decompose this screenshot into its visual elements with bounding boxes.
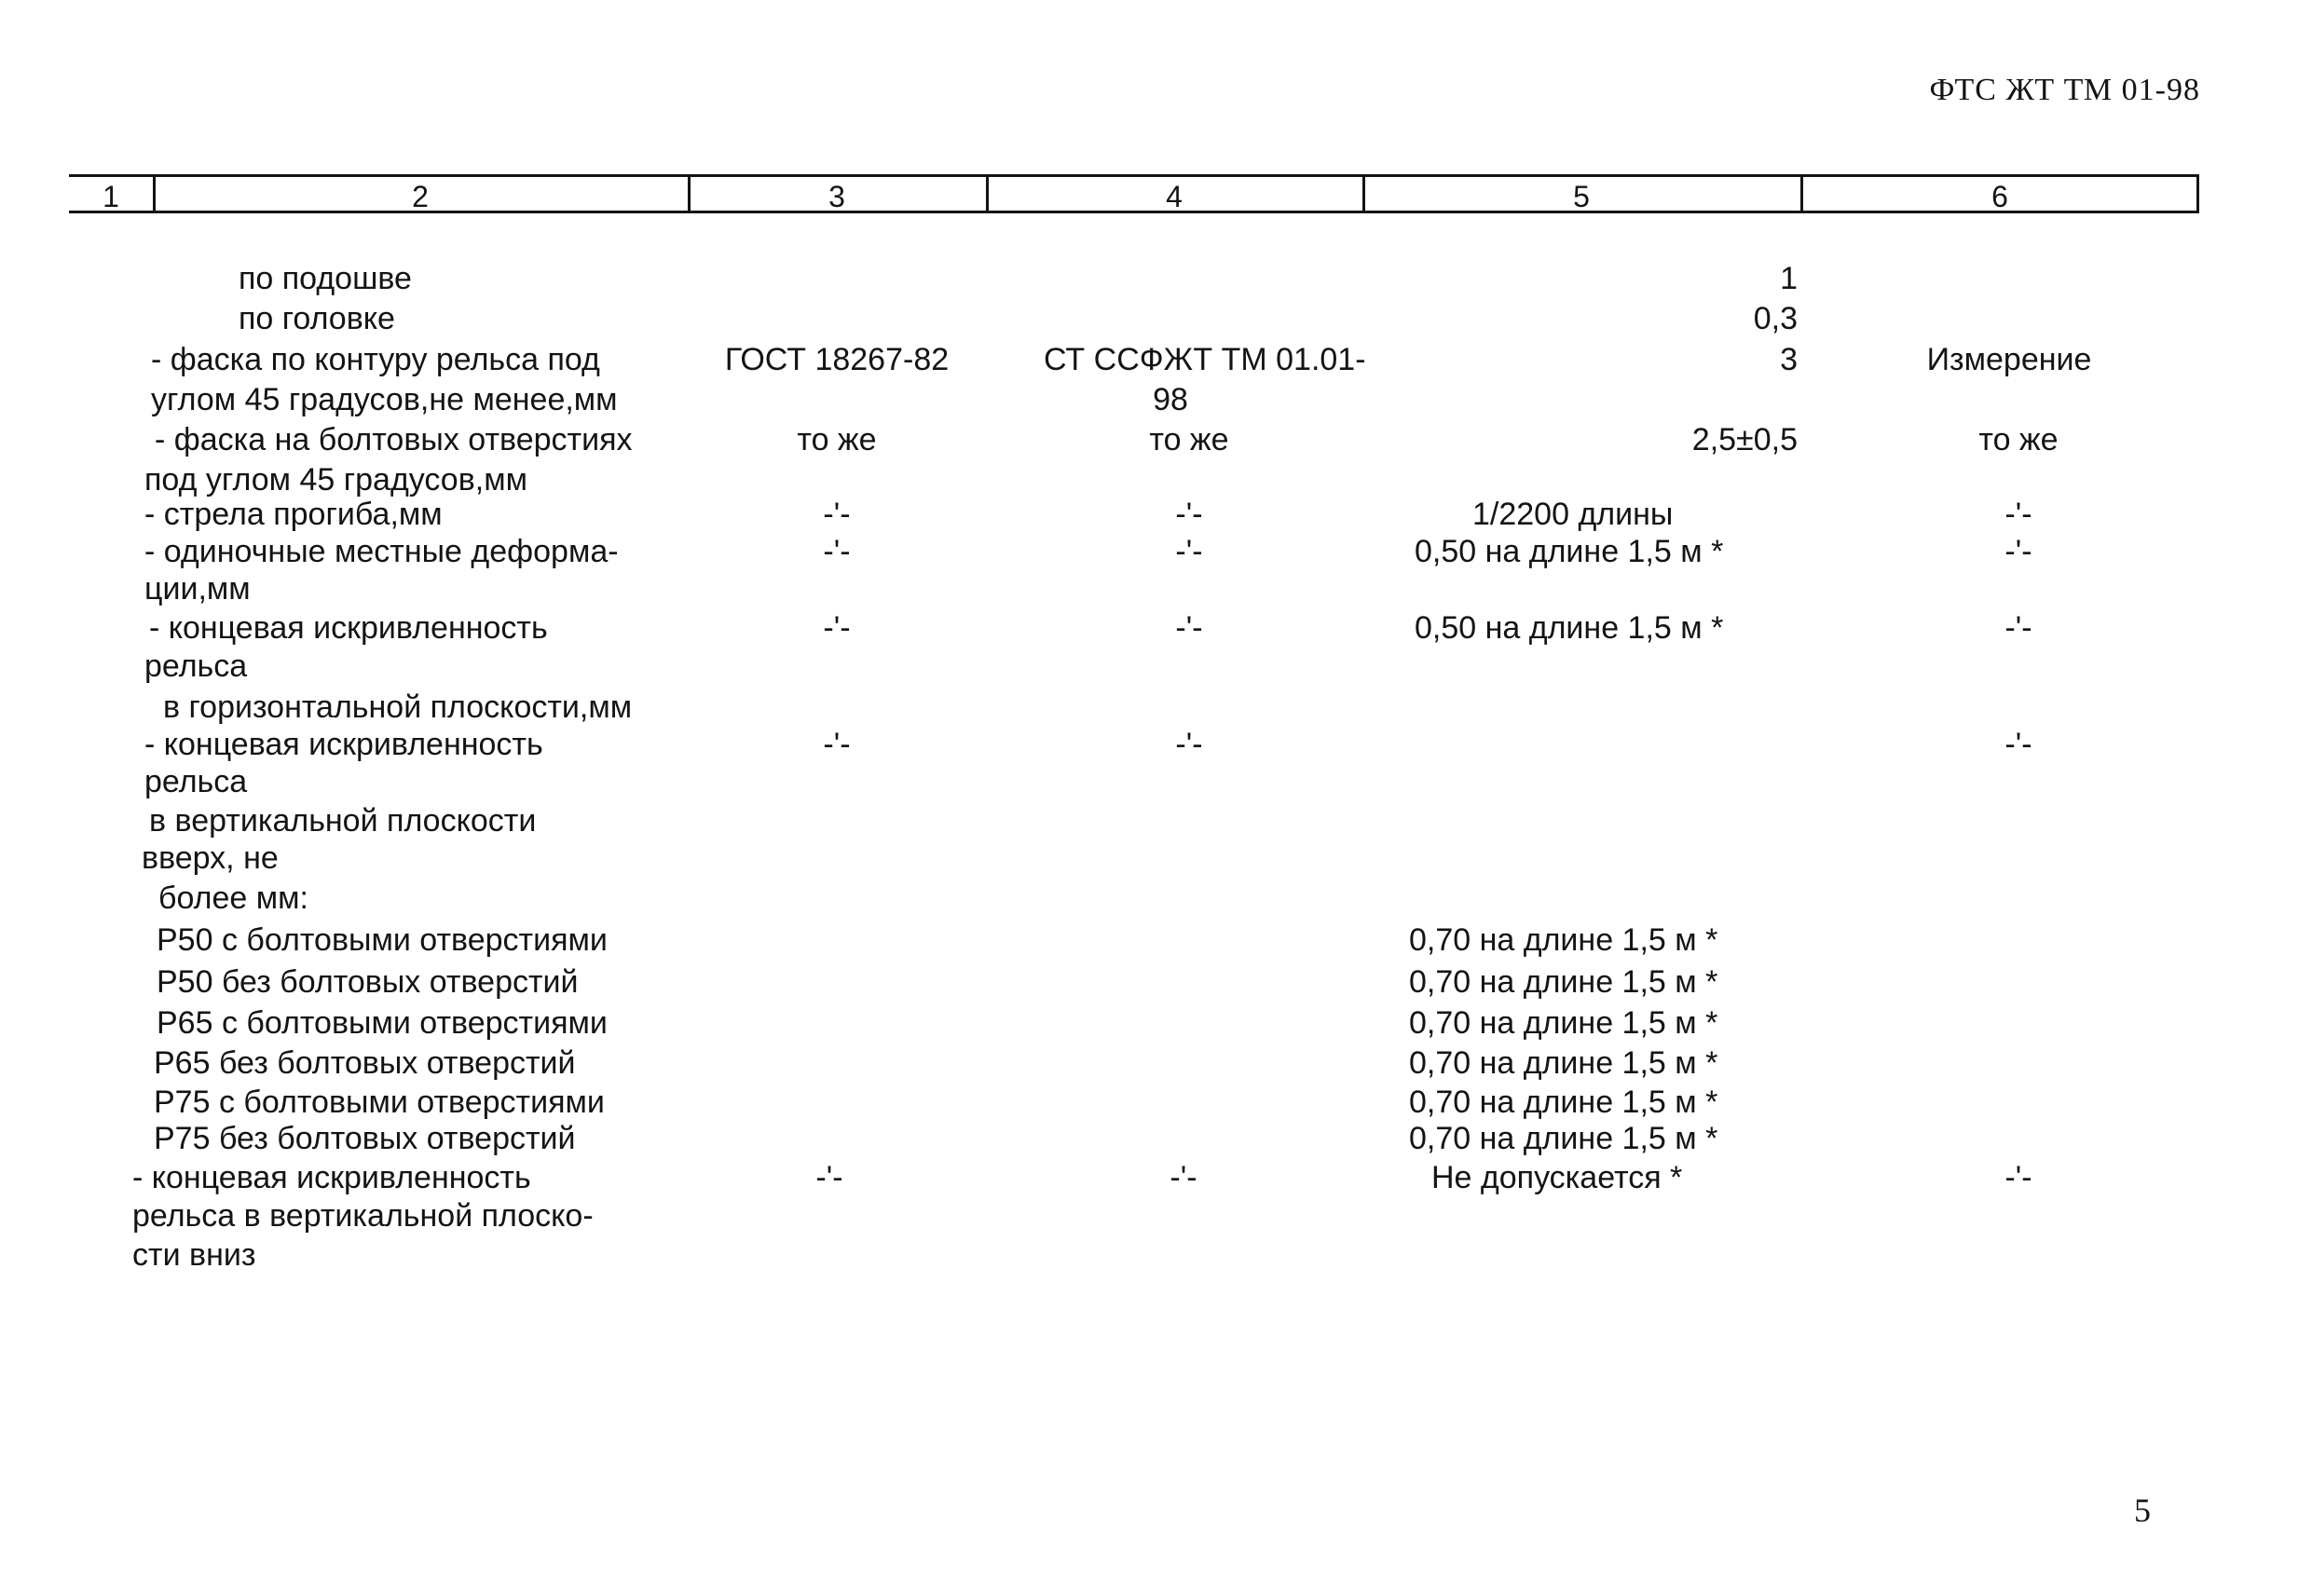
value: Не допускается *: [1431, 1160, 1683, 1195]
row-label: в горизонтальной плоскости,мм: [163, 689, 633, 725]
value: 0,70 на длине 1,5 м *: [1409, 1121, 1718, 1156]
value: 3: [1780, 342, 1798, 377]
row-label: - фаска по контуру рельса под: [151, 342, 600, 377]
ditto-mark: -'-: [815, 1160, 843, 1195]
row-label: - концевая искривленность: [144, 727, 543, 762]
row-label: вверх, не: [142, 840, 279, 876]
row-label: в вертикальной плоскости: [149, 803, 537, 839]
value: 0,70 на длине 1,5 м *: [1409, 922, 1718, 958]
ditto-mark: -'-: [1175, 534, 1203, 569]
row-label: рельса: [144, 764, 248, 799]
value: 0,70 на длине 1,5 м *: [1409, 1045, 1718, 1081]
same-as-above: то же: [1149, 422, 1229, 457]
ditto-mark: -'-: [823, 534, 851, 569]
ditto-mark: -'-: [2004, 1160, 2032, 1195]
ditto-mark: -'-: [2004, 610, 2032, 646]
ditto-mark: -'-: [2004, 497, 2032, 532]
same-as-above: то же: [797, 422, 877, 457]
row-label: сти вниз: [132, 1237, 256, 1273]
ditto-mark: -'-: [2004, 727, 2032, 762]
document-code: ФТС ЖТ ТМ 01-98: [1929, 73, 2200, 107]
row-label: Р65 с болтовыми отверстиями: [157, 1005, 608, 1041]
row-label: - концевая искривленность: [149, 610, 548, 646]
row-label: - фаска на болтовых отверстиях: [155, 422, 633, 457]
row-label: по головке: [239, 301, 395, 336]
row-label: углом 45 градусов,не менее,мм: [151, 382, 618, 417]
column-number-4: 4: [1166, 180, 1183, 213]
value: 1/2200 длины: [1472, 497, 1674, 532]
value: 0,50 на длине 1,5 м *: [1415, 610, 1724, 646]
value: 1: [1780, 261, 1798, 296]
test-standard: СТ ССФЖТ ТМ 01.01-: [1044, 342, 1366, 377]
test-standard: 98: [1153, 382, 1188, 417]
value: 0,3: [1753, 301, 1798, 336]
ditto-mark: -'-: [1175, 727, 1203, 762]
table-header-row: [69, 174, 2199, 213]
column-number-1: 1: [103, 180, 119, 213]
row-label: Р75 без болтовых отверстий: [154, 1121, 576, 1156]
value: 2,5±0,5: [1691, 422, 1798, 457]
ditto-mark: -'-: [2004, 534, 2032, 569]
row-label: - концевая искривленность: [132, 1160, 531, 1195]
normative-document: ГОСТ 18267-82: [724, 342, 950, 377]
column-number-2: 2: [412, 180, 429, 213]
page-number: 5: [2134, 1492, 2151, 1529]
value: 0,70 на длине 1,5 м *: [1409, 1084, 1718, 1120]
ditto-mark: -'-: [823, 727, 851, 762]
value: 0,70 на длине 1,5 м *: [1409, 964, 1718, 1000]
row-label: ции,мм: [144, 571, 251, 607]
ditto-mark: -'-: [1170, 1160, 1197, 1195]
row-label: Р75 с болтовыми отверстиями: [154, 1084, 605, 1120]
column-number-5: 5: [1573, 180, 1590, 213]
row-label: Р65 без болтовых отверстий: [154, 1045, 576, 1081]
header-top-rule: [69, 174, 2199, 177]
ditto-mark: -'-: [1175, 497, 1203, 532]
value: 0,70 на длине 1,5 м *: [1409, 1005, 1718, 1041]
value: 0,50 на длине 1,5 м *: [1415, 534, 1724, 569]
row-label: более мм:: [158, 880, 308, 916]
same-as-above: то же: [1978, 422, 2059, 457]
row-label: - стрела прогиба,мм: [144, 497, 443, 532]
ditto-mark: -'-: [823, 497, 851, 532]
row-label: под углом 45 градусов,мм: [144, 462, 527, 498]
ditto-mark: -'-: [823, 610, 851, 646]
column-number-3: 3: [828, 180, 845, 213]
control-method: Измерение: [1926, 342, 2092, 377]
row-label: по подошве: [239, 261, 412, 296]
row-label: рельса в вертикальной плоско-: [132, 1198, 594, 1234]
column-number-6: 6: [1991, 180, 2008, 213]
ditto-mark: -'-: [1175, 610, 1203, 646]
row-label: Р50 с болтовыми отверстиями: [157, 922, 608, 958]
row-label: - одиночные местные деформа-: [144, 534, 619, 569]
row-label: рельса: [144, 648, 248, 684]
row-label: Р50 без болтовых отверстий: [157, 964, 579, 1000]
